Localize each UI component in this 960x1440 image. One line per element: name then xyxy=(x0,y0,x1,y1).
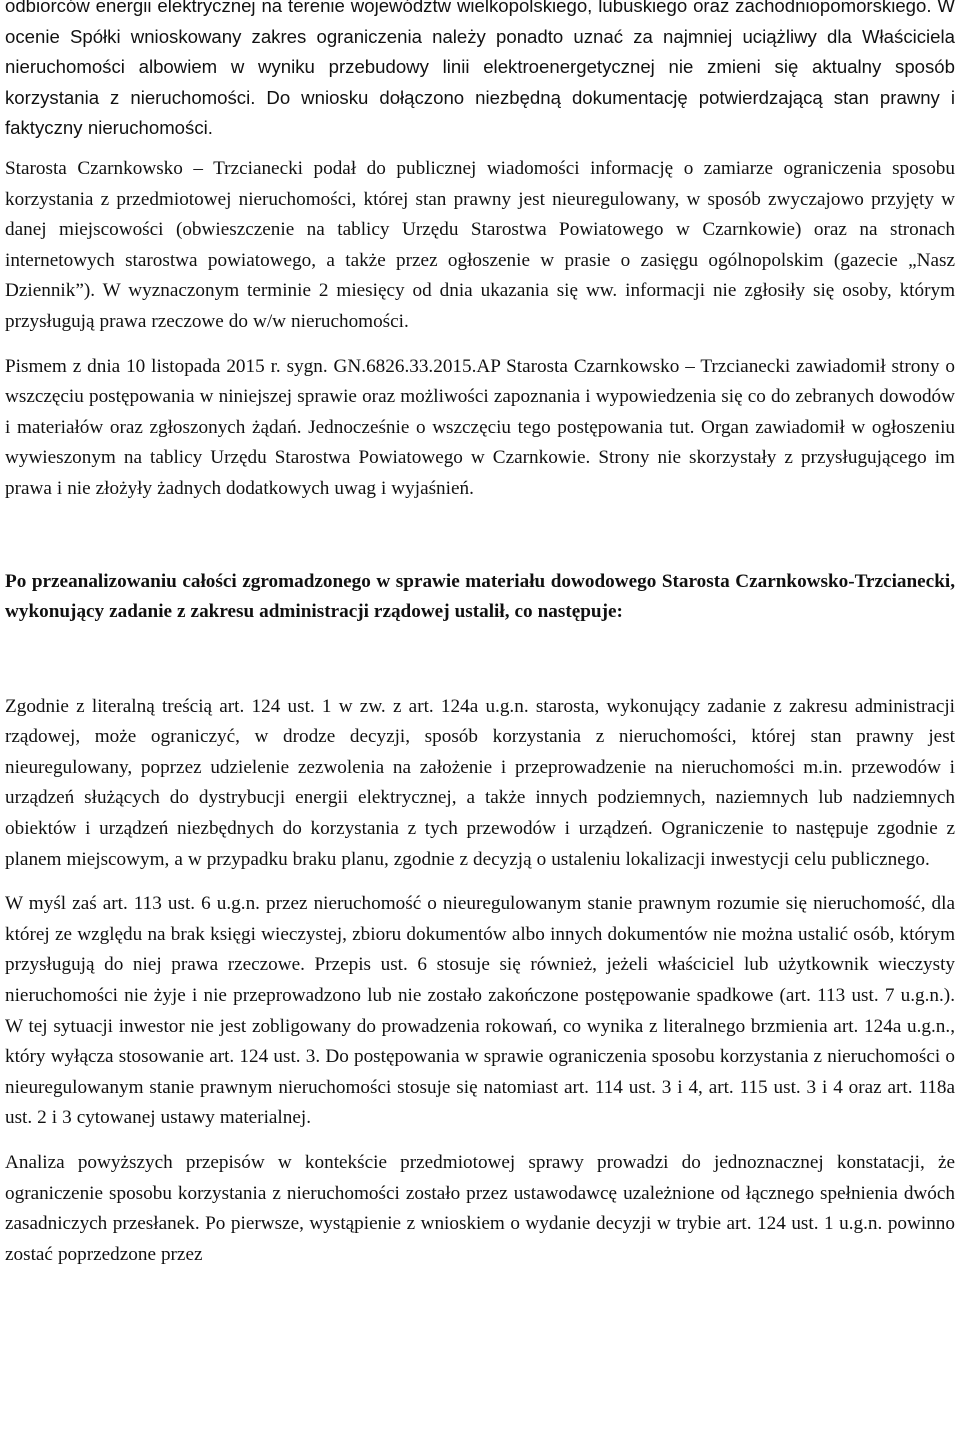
paragraph-company-request xyxy=(5,0,955,144)
paragraph-text: odbiorców energii elektrycznej na terenie województw wielkopolskiego, lubuskiego oraz zachodniopomorskiego. W ocenie Spółki wnioskowany zakres ograniczenia należy ponadto uznać za najmniej uciążliwy dla Właściciela nieruchomości albowiem w wyniku przebudowy linii elektroenergetycznej nie zmieni się aktualny sposób korzystania z nieruchomości. Do wniosku dołączono niezbędną dokumentację potwierdzającą stan prawny i faktyczny nieruchomości. xyxy=(5,0,955,139)
paragraph-text: Analiza powyższych przepisów w kontekście przedmiotowej sprawy prowadzi do jednoznacznej konstatacji, że ograniczenie sposobu korzystania z nieruchomości zostało przez ustawodawcę uzależnione od łącznego spełnienia dwóch zasadniczych przesłanek. Po pierwsze, wystąpienie z wnioskiem o wydanie decyzji w trybie art. 124 ust. 1 u.g.n. powinno zostać poprzedzone przez xyxy=(5,1152,955,1265)
paragraph-text: Po przeanalizowaniu całości zgromadzonego w sprawie materiału dowodowego Starosta Czarnkowsko-Trzcianecki, wykonujący zadanie z zakresu administracji rządowej ustalił, co następuje: xyxy=(5,570,955,623)
paragraph-text: Zgodnie z literalną treścią art. 124 ust. 1 w zw. z art. 124a u.g.n. starosta, wykonujący zadanie z zakresu administracji rządowej, może ograniczyć, w drodze decyzji, sposób korzystania z nieruchomości, której stan prawny jest nieuregulowany, poprzez udzielenie zezwolenia na założenie i przeprowadzenie na nieruchomości m.in. przewodów i urządzeń służących do dystrybucji energii elektrycznej, a także innych podziemnych, naziemnych lub nadziemnych obiektów i urządzeń niezbędnych do korzystania z tych przewodów i urządzeń. Ograniczenie to następuje zgodnie z planem miejscowym, a w przypadku braku planu, zgodnie z decyzją o ustaleniu lokalizacji inwestycji celu publicznego. xyxy=(5,695,955,870)
paragraph-text: Pismem z dnia 10 listopada 2015 r. sygn. GN.6826.33.2015.AP Starosta Czarnkowsko – Trzcianecki zawiadomił strony o wszczęciu postępowania w niniejszej sprawie oraz możliwości zapoznania i wypowiedzenia się co do zebranych dowodów i materiałów oraz zgłoszonych żądań. Jednocześnie o wszczęciu tego postępowania tut. Organ zawiadomił w ogłoszeniu wywieszonym na tablicy Urzędu Starostwa Powiatowego w Czarnkowie. Strony nie skorzystały z przysługującego im prawa i nie złożyły żadnych dodatkowych uwag i wyjaśnień. xyxy=(5,355,955,499)
paragraph-unregulated-property xyxy=(5,889,955,1134)
paragraph-findings-heading xyxy=(5,567,955,628)
document-page xyxy=(5,0,955,1270)
paragraph-public-notice xyxy=(5,154,955,338)
paragraph-text: Starosta Czarnkowsko – Trzcianecki podał do publicznej wiadomości informację o zamiarze ograniczenia sposobu korzystania z przedmiotowej nieruchomości, której stan prawny jest nieuregulowany, w sposób zwyczajowo przyjęty w danej miejscowości (obwieszczenie na tablicy Urzędu Starostwa Powiatowego w Czarnkowie) oraz na stronach internetowych starostwa powiatowego, a także przez ogłoszenie w prasie o zasięgu ogólnopolskim (gazecie „Nasz Dziennik”). W wyznaczonym terminie 2 miesięcy od dnia ukazania się ww. informacji nie zgłosiły się osoby, którym przysługują prawa rzeczowe do w/w nieruchomości. xyxy=(5,157,955,332)
paragraph-text: W myśl zaś art. 113 ust. 6 u.g.n. przez nieruchomość o nieuregulowanym stanie prawnym rozumie się nieruchomość, dla której ze względu na brak księgi wieczystej, zbioru dokumentów albo innych dokumentów nie można ustalić osób, którym przysługują do niej prawa rzeczowe. Przepis ust. 6 stosuje się również, jeżeli właściciel lub użytkownik wieczysty nieruchomości nie żyje i nie przeprowadzono lub nie zostało zakończone postępowanie spadkowe (art. 113 ust. 7 u.g.n.). W tej sytuacji inwestor nie jest zobligowany do prowadzenia rokowań, co wynika z literalnego brzmienia art. 124a u.g.n., który wyłącza stosowanie art. 124 ust. 3. Do postępowania w sprawie ograniczenia sposobu korzystania z nieruchomości o nieuregulowanym stanie prawnym nieruchomości stosuje się natomiast art. 114 ust. 3 i 4, art. 115 ust. 3 i 4 oraz art. 118a ust. 2 i 3 cytowanej ustawy materialnej. xyxy=(5,893,955,1129)
paragraph-legal-basis xyxy=(5,692,955,876)
paragraph-analysis xyxy=(5,1148,955,1270)
paragraph-proceedings-notice xyxy=(5,352,955,505)
